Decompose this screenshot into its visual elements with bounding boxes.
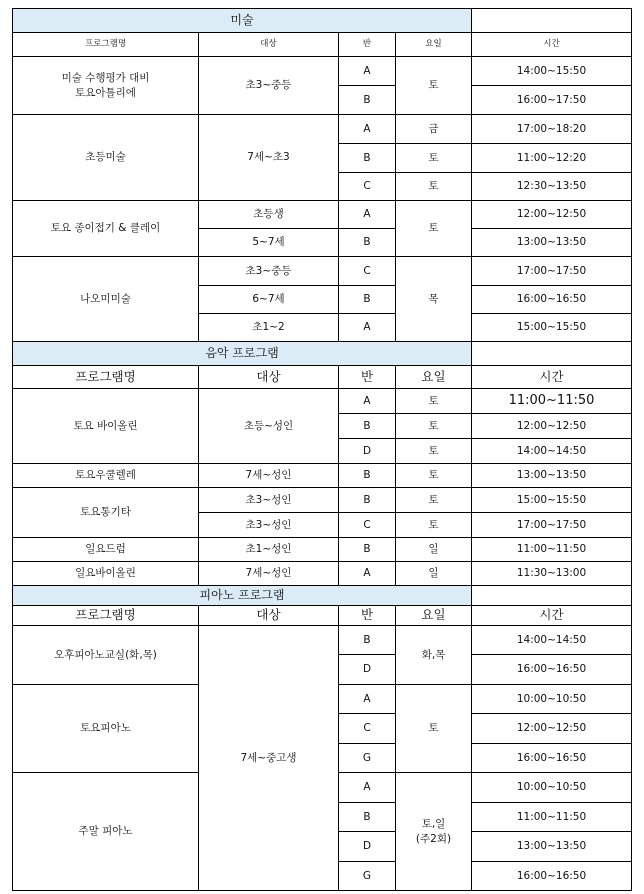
class-cell: B (339, 414, 396, 439)
table-row (13, 201, 632, 229)
section-header-row (13, 342, 632, 366)
time-cell: 14:00~14:50 (472, 439, 632, 464)
header-program: 프로그램명 (13, 606, 199, 626)
time-cell: 12:00~12:50 (472, 201, 632, 229)
class-cell: A (339, 562, 396, 586)
class-cell: D (339, 832, 396, 862)
day-cell (396, 773, 472, 891)
header-target: 대상 (199, 366, 339, 389)
day-cell: 일 (396, 538, 472, 562)
program-name: 나오미미술 (13, 257, 199, 342)
header-class: 반 (339, 366, 396, 389)
day-cell: 토 (396, 57, 472, 115)
time-cell: 10:00~10:50 (472, 685, 632, 714)
header-day: 요일 (396, 33, 472, 57)
table-row (13, 488, 632, 513)
time-cell: 12:00~12:50 (472, 414, 632, 439)
header-time: 시간 (472, 33, 632, 57)
header-time: 시간 (472, 366, 632, 389)
target-cell: 초3~성인 (199, 488, 339, 513)
time-cell: 16:00~16:50 (472, 286, 632, 314)
class-cell: A (339, 685, 396, 714)
time-cell: 16:00~17:50 (472, 86, 632, 115)
day-cell: 일 (396, 562, 472, 586)
program-name: 오후피아노교실(화,목) (13, 626, 199, 685)
day-cell: 토 (396, 685, 472, 773)
header-target: 대상 (199, 33, 339, 57)
day-cell: 토 (396, 488, 472, 513)
time-cell: 15:00~15:50 (472, 314, 632, 342)
time-cell: 11:00~12:20 (472, 144, 632, 173)
section-title: 미술 (13, 9, 472, 33)
column-header-row (13, 606, 632, 626)
program-name: 토요 종이접기 & 클레이 (13, 201, 199, 257)
target-cell: 6~7세 (199, 286, 339, 314)
table-row (13, 626, 632, 655)
program-name: 토요우쿨렐레 (13, 464, 199, 488)
time-cell: 17:00~17:50 (472, 257, 632, 286)
program-name-line: 미술 수행평가 대비 (61, 72, 150, 85)
time-cell: 13:00~13:50 (472, 464, 632, 488)
class-cell: C (339, 173, 396, 201)
target-cell: 초3~중등 (199, 57, 339, 115)
section-blank-cell (472, 9, 632, 33)
time-cell: 17:00~18:20 (472, 115, 632, 144)
program-name: 토요피아노 (13, 685, 199, 773)
time-cell: 16:00~16:50 (472, 862, 632, 891)
table-row (13, 464, 632, 488)
class-cell: B (339, 144, 396, 173)
program-name: 토요통기타 (13, 488, 199, 538)
class-cell: C (339, 714, 396, 744)
class-cell: C (339, 257, 396, 286)
class-cell: B (339, 803, 396, 832)
day-cell: 목 (396, 257, 472, 342)
class-cell: G (339, 744, 396, 773)
table-row (13, 538, 632, 562)
program-name: 일요드럼 (13, 538, 199, 562)
target-cell: 5~7세 (199, 229, 339, 257)
time-cell: 13:00~13:50 (472, 229, 632, 257)
header-class: 반 (339, 606, 396, 626)
target-cell: 7세~성인 (199, 562, 339, 586)
day-note: (주2회) (415, 832, 452, 845)
class-cell: B (339, 286, 396, 314)
column-header-row (13, 366, 632, 389)
schedule-table (12, 8, 632, 891)
target-cell: 초1~2 (199, 314, 339, 342)
section-header-row (13, 9, 632, 33)
day-cell: 토 (396, 414, 472, 439)
time-cell: 14:00~14:50 (472, 626, 632, 655)
class-cell: B (339, 86, 396, 115)
program-name (13, 57, 199, 115)
time-cell: 11:00~11:50 (472, 389, 632, 414)
class-cell: B (339, 488, 396, 513)
program-name: 주말 피아노 (13, 773, 199, 891)
table-row (13, 389, 632, 414)
time-cell: 11:00~11:50 (472, 538, 632, 562)
target-cell: 7세~성인 (199, 464, 339, 488)
class-cell: A (339, 773, 396, 803)
time-cell: 16:00~16:50 (472, 744, 632, 773)
header-program: 프로그램명 (13, 366, 199, 389)
day-cell: 토 (396, 464, 472, 488)
class-cell: B (339, 538, 396, 562)
program-name: 초등미술 (13, 115, 199, 201)
time-cell: 13:00~13:50 (472, 832, 632, 862)
header-class: 반 (339, 33, 396, 57)
target-cell: 초등생 (199, 201, 339, 229)
time-cell: 12:00~12:50 (472, 714, 632, 744)
header-target: 대상 (199, 606, 339, 626)
day-cell: 화,목 (396, 626, 472, 685)
day-cell: 토 (396, 201, 472, 257)
target-cell: 초등~성인 (199, 389, 339, 464)
target-cell: 7세~초3 (199, 115, 339, 201)
time-cell: 12:30~13:50 (472, 173, 632, 201)
class-cell: D (339, 439, 396, 464)
class-cell: C (339, 513, 396, 538)
class-cell: G (339, 862, 396, 891)
section-title: 음악 프로그램 (13, 342, 472, 366)
class-cell: B (339, 626, 396, 655)
header-time: 시간 (472, 606, 632, 626)
day-cell: 토 (396, 513, 472, 538)
table-row (13, 57, 632, 86)
day-cell: 토 (396, 439, 472, 464)
table-row (13, 115, 632, 144)
program-name: 일요바이올린 (13, 562, 199, 586)
time-cell: 10:00~10:50 (472, 773, 632, 803)
day-cell: 금 (396, 115, 472, 144)
time-cell: 11:30~13:00 (472, 562, 632, 586)
target-cell: 7세~중고생 (199, 626, 339, 891)
header-day: 요일 (396, 606, 472, 626)
class-cell: A (339, 57, 396, 86)
class-cell: A (339, 314, 396, 342)
program-name: 토요 바이올린 (13, 389, 199, 464)
class-cell: A (339, 201, 396, 229)
day-cell: 토 (396, 144, 472, 173)
class-cell: A (339, 389, 396, 414)
header-program: 프로그램명 (13, 33, 199, 57)
target-cell: 초3~중등 (199, 257, 339, 286)
target-cell: 초3~성인 (199, 513, 339, 538)
section-blank-cell (472, 342, 632, 366)
column-header-row (13, 33, 632, 57)
program-name-line: 토요아틀리에 (75, 86, 136, 99)
time-cell: 11:00~11:50 (472, 803, 632, 832)
table-row (13, 257, 632, 286)
section-title: 피아노 프로그램 (13, 586, 472, 606)
header-day: 요일 (396, 366, 472, 389)
class-cell: A (339, 115, 396, 144)
time-cell: 15:00~15:50 (472, 488, 632, 513)
class-cell: B (339, 464, 396, 488)
section-blank-cell (472, 586, 632, 606)
class-cell: D (339, 655, 396, 685)
time-cell: 16:00~16:50 (472, 655, 632, 685)
section-header-row (13, 586, 632, 606)
day-cell: 토 (396, 173, 472, 201)
time-cell: 17:00~17:50 (472, 513, 632, 538)
day-line: 토,일 (421, 818, 446, 831)
table-row (13, 562, 632, 586)
day-cell: 토 (396, 389, 472, 414)
class-cell: B (339, 229, 396, 257)
time-cell: 14:00~15:50 (472, 57, 632, 86)
target-cell: 초1~성인 (199, 538, 339, 562)
